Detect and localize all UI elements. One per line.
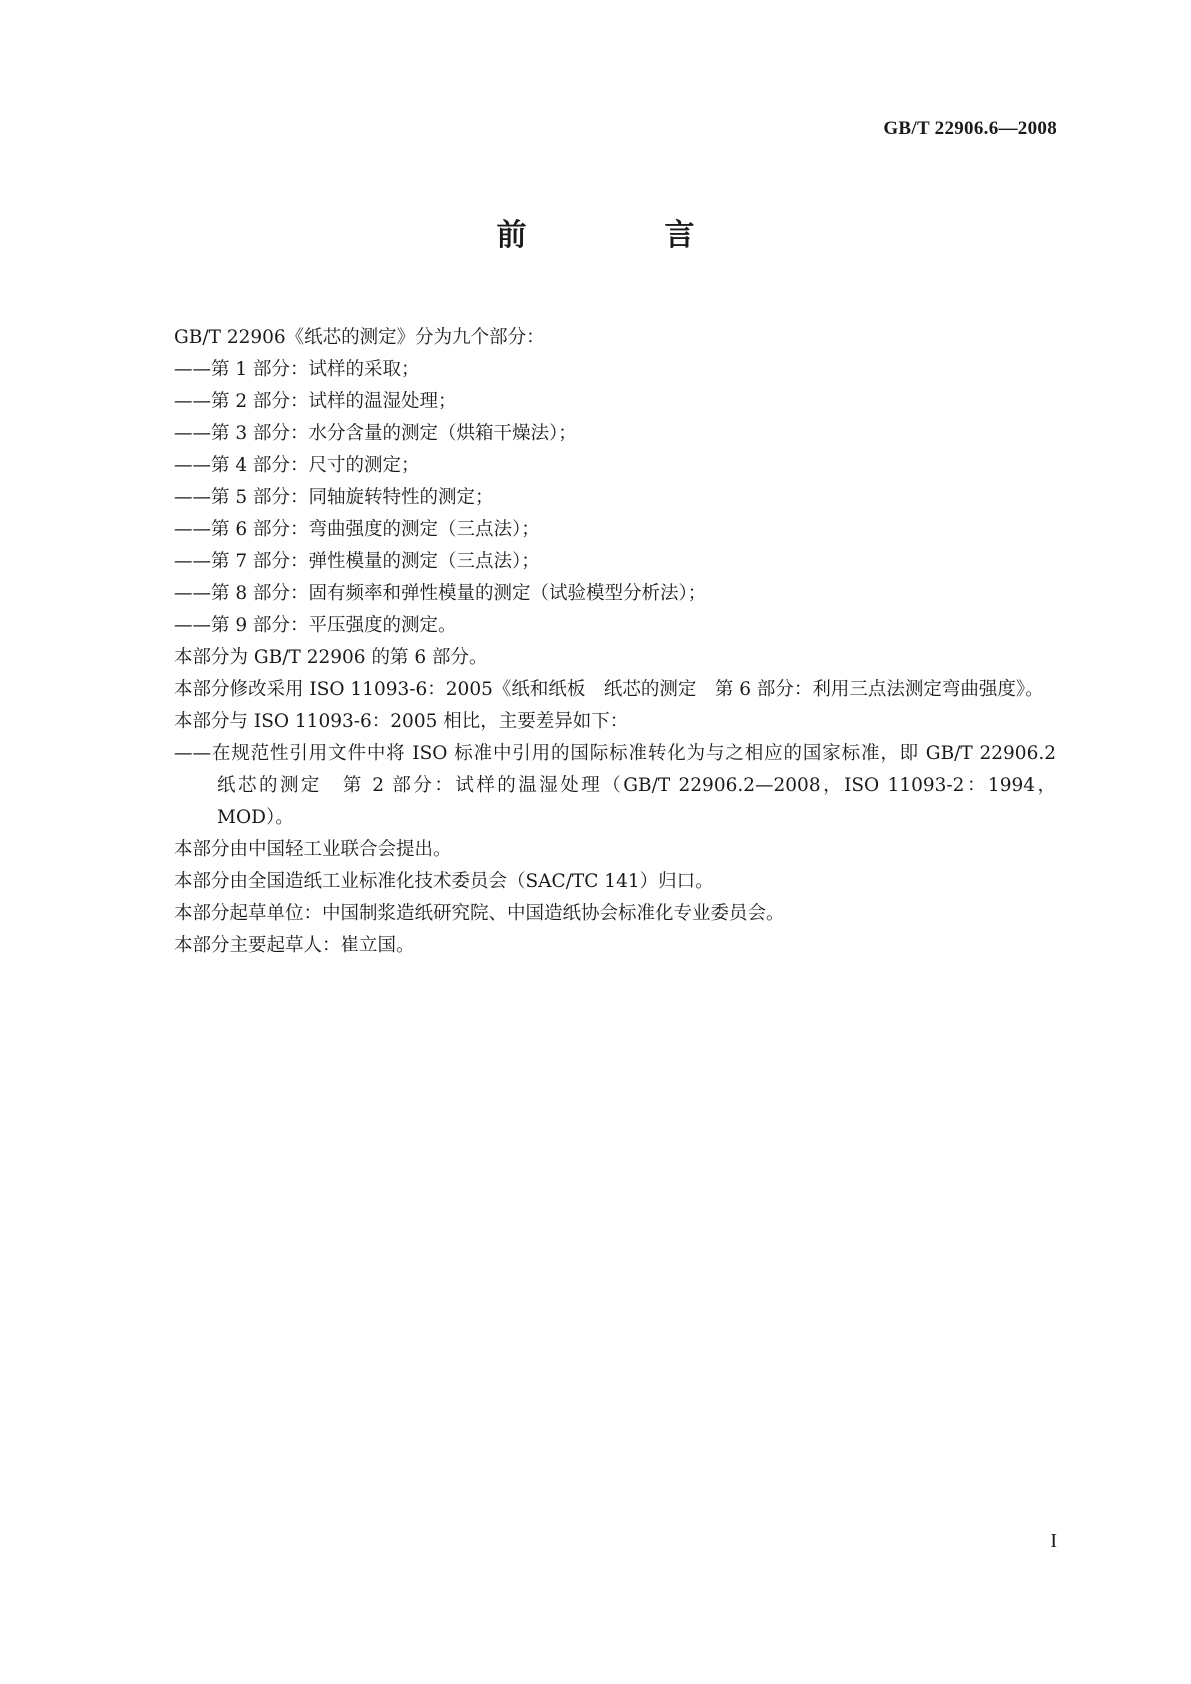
modification-paragraph: 本部分修改采用 ISO 11093-6：2005《纸和纸板 纸芯的测定 第 6 部分：利用三点法测定弯曲强度》。 — [174, 679, 1044, 700]
standard-code: GB/T 22906.6—2008 — [883, 118, 1057, 139]
list-item: ——第 9 部分：平压强度的测定。 — [174, 615, 457, 636]
list-item: ——第 5 部分：同轴旋转特性的测定； — [174, 487, 494, 508]
list-item: ——第 3 部分：水分含量的测定（烘箱干燥法）； — [174, 423, 577, 444]
this-part-paragraph: 本部分为 GB/T 22906 的第 6 部分。 — [174, 647, 488, 668]
administered-by-paragraph: 本部分由全国造纸工业标准化技术委员会（SAC/TC 141）归口。 — [174, 871, 714, 892]
page-number: I — [1050, 1530, 1057, 1552]
list-item: ——第 6 部分：弯曲强度的测定（三点法）； — [174, 519, 540, 540]
document-body — [136, 322, 1075, 962]
list-item: ——第 4 部分：尺寸的测定； — [174, 455, 420, 476]
intro-paragraph: GB/T 22906《纸芯的测定》分为九个部分： — [174, 327, 545, 348]
proposed-by-paragraph: 本部分由中国轻工业联合会提出。 — [174, 839, 452, 860]
list-item: ——第 1 部分：试样的采取； — [174, 359, 420, 380]
parts-list — [136, 354, 1056, 642]
list-item: ——第 7 部分：弹性模量的测定（三点法）； — [174, 551, 540, 572]
difference-item: ——在规范性引用文件中将 ISO 标准中引用的国际标准转化为与之相应的国家标准，即 GB/T 22906.2 纸芯的测定 第 2 部分：试样的温湿处理（GB/T 22906.2—2008，ISO 11093-2：1994，MOD）。 — [174, 743, 1075, 828]
drafting-units-paragraph: 本部分起草单位：中国制浆造纸研究院、中国造纸协会标准化专业委员会。 — [174, 903, 785, 924]
differences-intro-paragraph: 本部分与 ISO 11093-6：2005 相比，主要差异如下： — [174, 711, 629, 732]
list-item: ——第 8 部分：固有频率和弹性模量的测定（试验模型分析法）； — [174, 583, 707, 604]
drafters-paragraph: 本部分主要起草人：崔立国。 — [174, 935, 415, 956]
page-title: 前 言 — [496, 218, 749, 253]
list-item: ——第 2 部分：试样的温湿处理； — [174, 391, 457, 412]
